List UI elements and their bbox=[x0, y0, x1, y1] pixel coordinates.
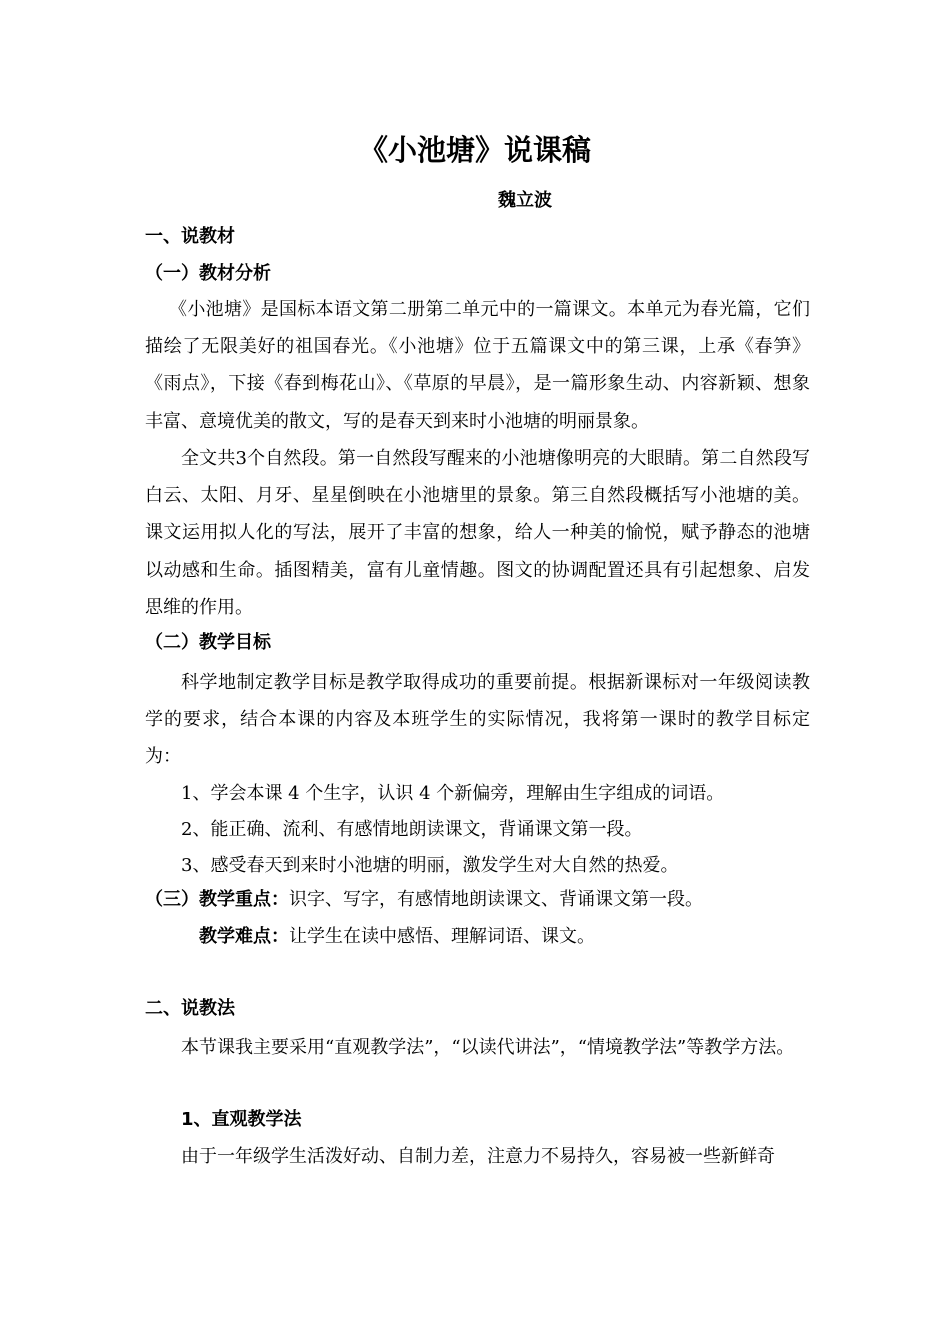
goal-item-3: 3、感受春天到来时小池塘的明丽，激发学生对大自然的热爱。 bbox=[181, 855, 679, 876]
teaching-difficult-points bbox=[199, 922, 595, 952]
paragraph-goals-intro: 科学地制定教学目标是教学取得成功的重要前提。根据新课标对一年级阅读教学的要求，结合本课的内容及本班学生的实际情况，我将第一课时的教学目标定为： bbox=[145, 672, 810, 768]
difficult-points-label: 教学难点： bbox=[199, 926, 289, 947]
paragraph-intuitive-method: 由于一年级学生活泼好动、自制力差，注意力不易持久，容易被一些新鲜奇 bbox=[181, 1146, 775, 1167]
difficult-points-text: 让学生在读中感悟、理解词语、课文。 bbox=[289, 926, 595, 947]
teaching-key-points bbox=[145, 885, 703, 915]
subheading-textbook-analysis: （一）教材分析 bbox=[145, 263, 271, 284]
paragraph-methods-intro: 本节课我主要采用“直观教学法”，“以读代讲法”，“情境教学法”等教学方法。 bbox=[181, 1037, 795, 1058]
key-points-text: 识字、写字，有感情地朗读课文、背诵课文第一段。 bbox=[289, 889, 703, 910]
key-points-label: （三）教学重点： bbox=[145, 889, 289, 910]
subheading-teaching-goals: （二）教学目标 bbox=[145, 632, 271, 653]
section-heading-textbook: 一、说教材 bbox=[145, 226, 235, 247]
paragraph-textbook-intro: 《小池塘》是国标本语文第二册第二单元中的一篇课文。本单元为春光篇，它们描绘了无限美好的祖国春光。《小池塘》位于五篇课文中的第三课，上承《春笋》《雨点》，下接《春到梅花山》、《草原的早晨》，是一篇形象生动、内容新颖、想象丰富、意境优美的散文，写的是春天到来时小池塘的明丽景象。 bbox=[145, 299, 810, 432]
document-title: 《小池塘》说课稿 bbox=[358, 133, 591, 167]
subheading-intuitive-method: 1、直观教学法 bbox=[181, 1109, 302, 1130]
goal-item-1: 1、学会本课 4 个生字，认识 4 个新偏旁，理解由生字组成的词语。 bbox=[181, 783, 725, 804]
section-heading-teaching-methods: 二、说教法 bbox=[145, 998, 235, 1019]
paragraph-text-structure: 全文共3个自然段。第一自然段写醒来的小池塘像明亮的大眼睛。第二自然段写白云、太阳、月牙、星星倒映在小池塘里的景象。第三自然段概括写小池塘的美。课文运用拟人化的写法，展开了丰富的想象，给人一种美的愉悦，赋予静态的池塘以动感和生命。插图精美，富有儿童情趣。图文的协调配置还具有引起想象、启发思维的作用。 bbox=[145, 448, 810, 618]
goal-item-2: 2、能正确、流利、有感情地朗读课文，背诵课文第一段。 bbox=[181, 819, 643, 840]
author-name: 魏立波 bbox=[498, 190, 552, 211]
